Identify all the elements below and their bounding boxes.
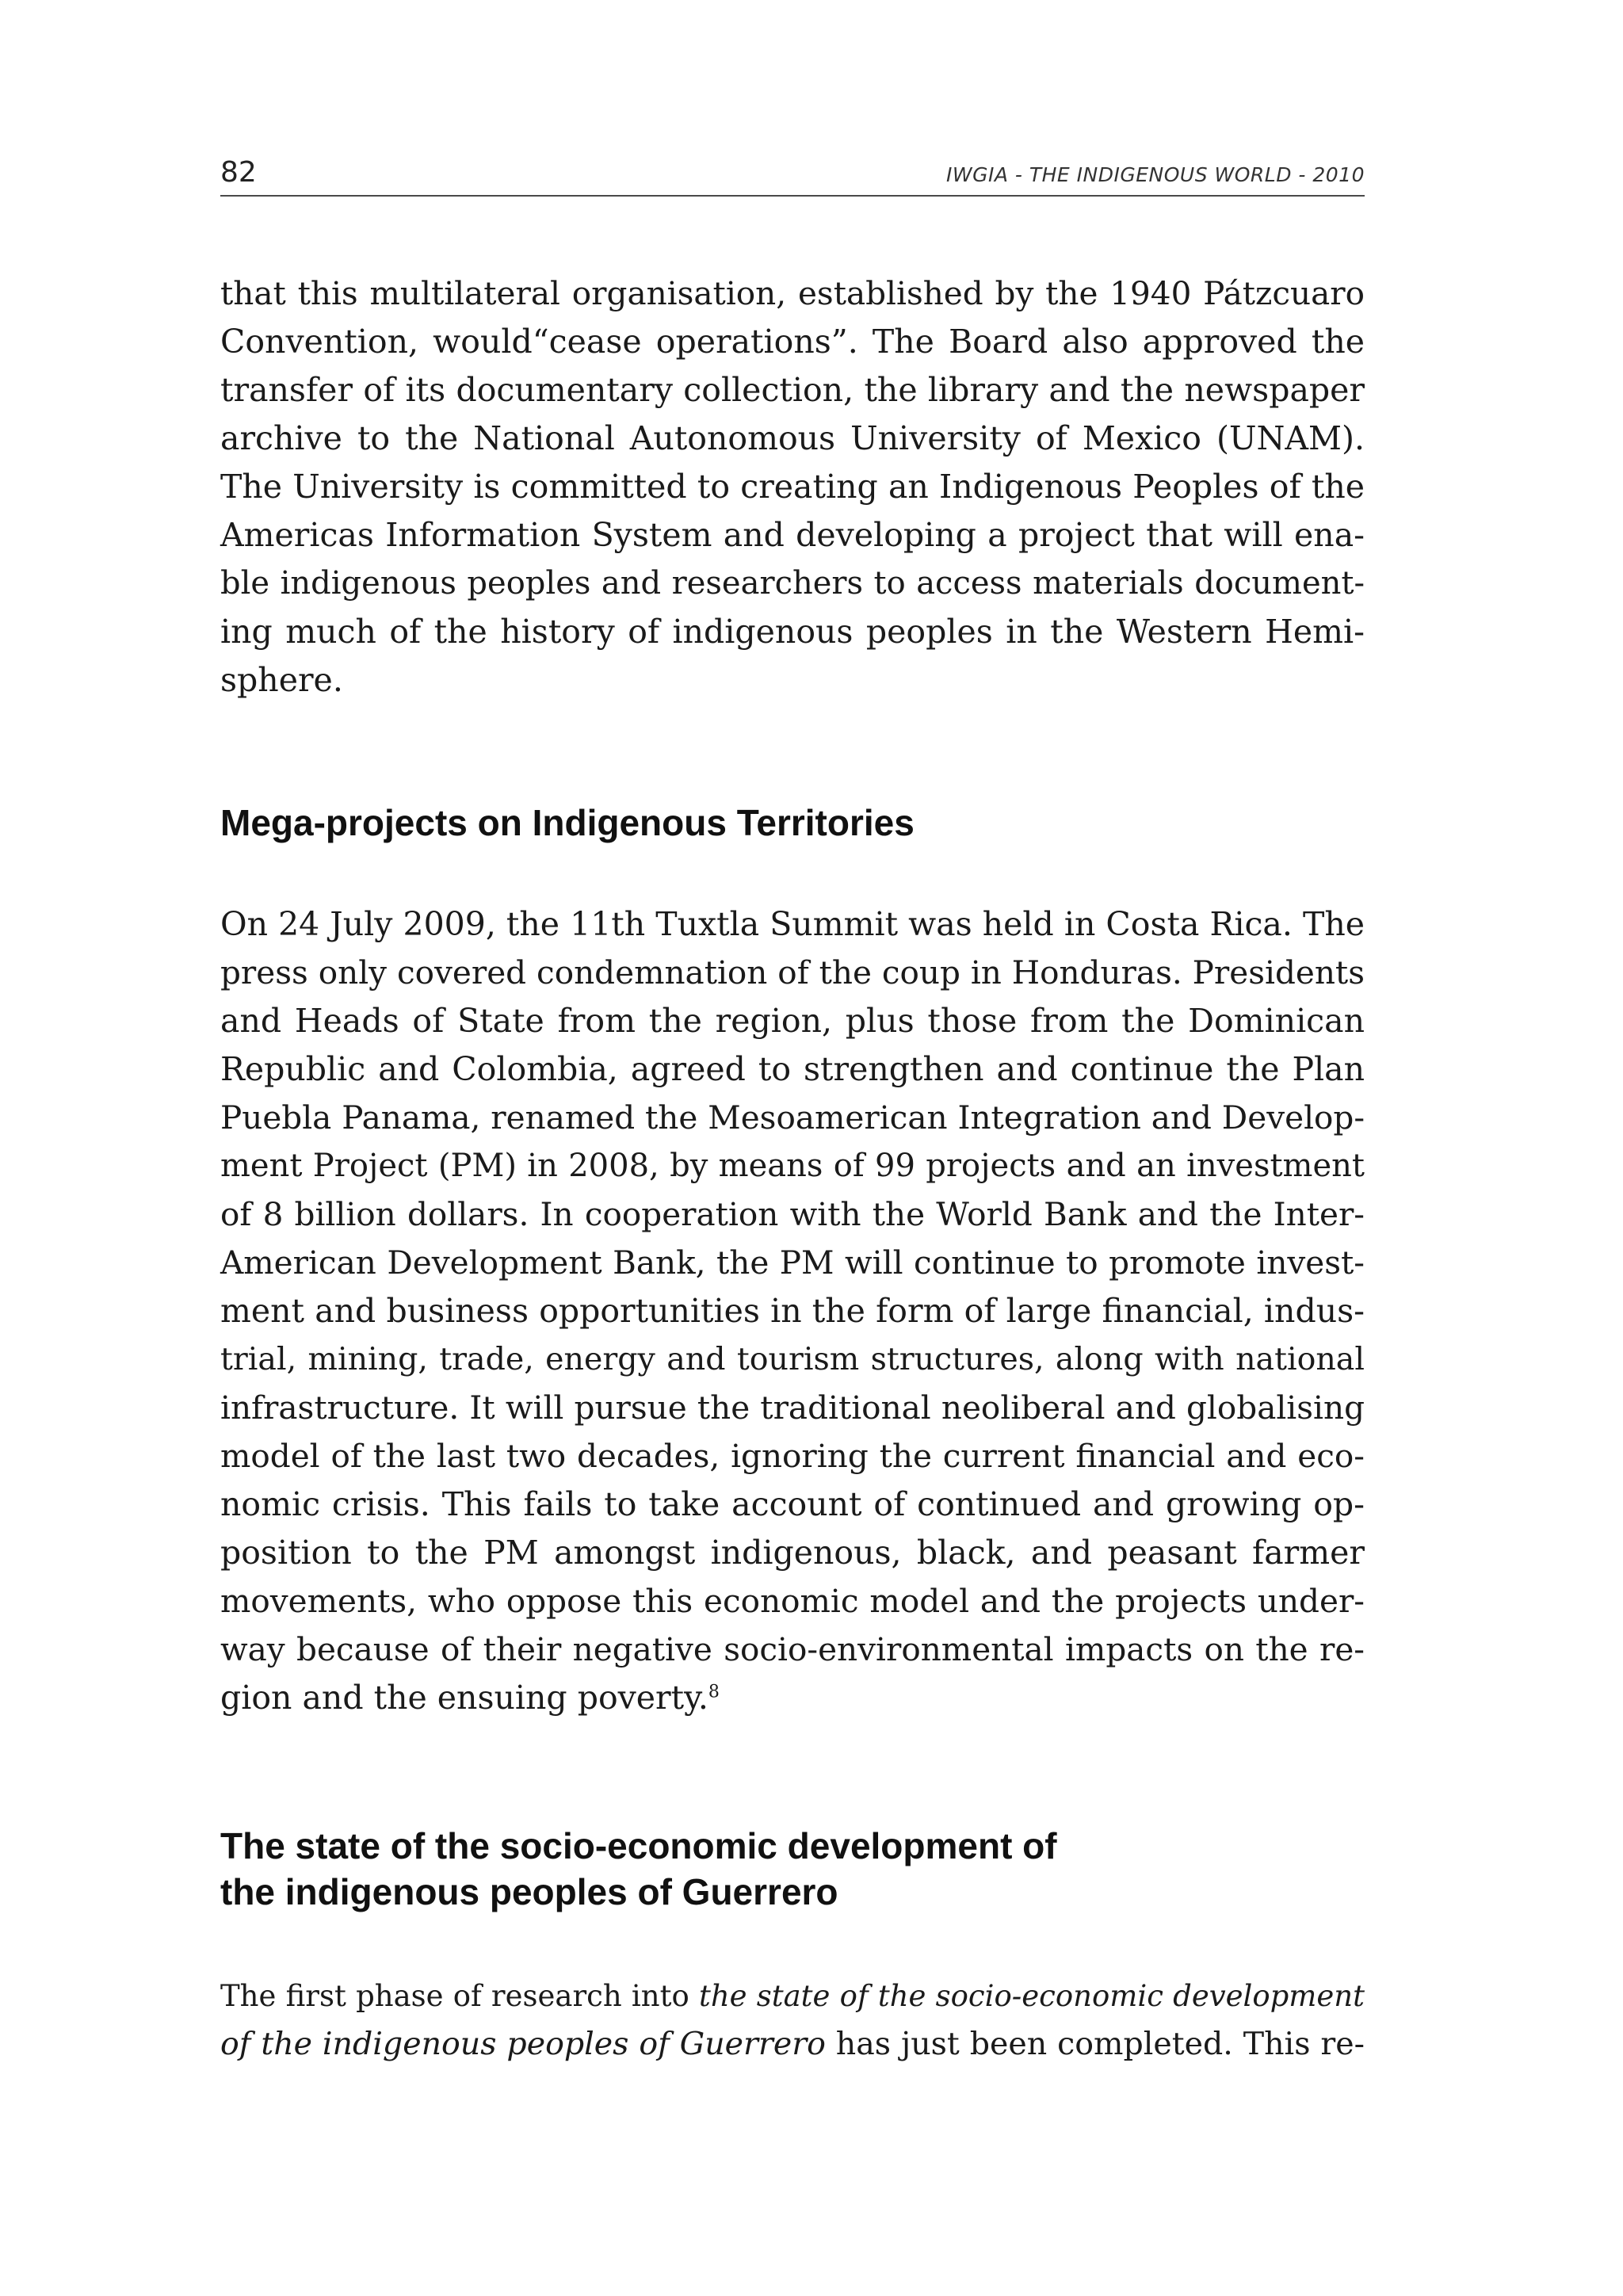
text-line: nomic crisis. This fails to take account of continued and growing op- [220, 1485, 1365, 1523]
text-line: press only covered condemnation of the coup in Honduras. Presidents [220, 953, 1365, 991]
text-segment: The first phase of research into [220, 1979, 699, 2013]
text-line: gion and the ensuing poverty. [220, 1679, 708, 1717]
text-line: Republic and Colombia, agreed to strengthen and continue the Plan [220, 1050, 1365, 1088]
text-line: of 8 billion dollars. In cooperation with the World Bank and the Inter- [220, 1195, 1365, 1233]
text-line: Puebla Panama, renamed the Mesoamerican Integration and Develop- [220, 1098, 1365, 1137]
text-line: way because of their negative socio-environmental impacts on the re- [220, 1630, 1365, 1668]
text-line [220, 1972, 1365, 2020]
text-line: ing much of the history of indigenous peoples in the Western Hemi- [220, 613, 1365, 651]
text-line: Americas Information System and developing a project that will ena- [220, 516, 1365, 554]
text-line: and Heads of State from the region, plus those from the Dominican [220, 1002, 1365, 1040]
text-line [220, 2020, 1365, 2069]
text-line: Convention, would“cease operations”. The Board also approved the [220, 323, 1365, 361]
running-title: IWGIA - THE INDIGENOUS WORLD - 2010 [945, 163, 1365, 186]
text-line: trial, mining, trade, energy and tourism structures, along with national [220, 1341, 1365, 1377]
text-line: ment and business opportunities in the form of large financial, indus- [220, 1292, 1365, 1330]
running-header [220, 155, 1365, 197]
italic-title-segment: the state of the socio-economic development [698, 1979, 1365, 2013]
footnote-reference[interactable]: 8 [708, 1682, 720, 1702]
text-line: The University is committed to creating an Indigenous Peoples of the [220, 468, 1365, 506]
heading-line: the indigenous peoples of Guerrero [220, 1871, 838, 1912]
italic-title-segment: of the indigenous peoples of Guerrero [220, 2026, 826, 2062]
text-line: transfer of its documentary collection, the library and the newspaper [220, 371, 1365, 409]
section-heading-guerrero [220, 1823, 1057, 1915]
heading-line: The state of the socio-economic development of [220, 1825, 1057, 1866]
text-line: movements, who oppose this economic model and the projects under- [220, 1582, 1365, 1620]
text-line: infrastructure. It will pursue the traditional neoliberal and globalising [220, 1389, 1365, 1427]
text-line: ment Project (PM) in 2008, by means of 99 projects and an investment [220, 1148, 1365, 1184]
paragraph-guerrero-research [220, 1972, 1365, 2069]
text-line: that this multilateral organisation, established by the 1940 Pátzcuaro [220, 274, 1365, 312]
paragraph-tuxtla-summit [220, 900, 1365, 1722]
section-heading-mega-projects: Mega-projects on Indigenous Territories [220, 802, 915, 843]
page-number: 82 [220, 156, 257, 189]
text-line: position to the PM amongst indigenous, black, and peasant farmer [220, 1534, 1365, 1572]
text-line: On 24 July 2009, the 11th Tuxtla Summit was held in Costa Rica. The [220, 905, 1365, 943]
text-line: American Development Bank, the PM will continue to promote invest- [220, 1244, 1365, 1282]
text-line: archive to the National Autonomous University of Mexico (UNAM). [220, 419, 1365, 457]
text-line: sphere. [220, 661, 343, 699]
text-line: model of the last two decades, ignoring the current financial and eco- [220, 1437, 1365, 1475]
text-line: ble indigenous peoples and researchers to access materials document- [220, 565, 1365, 602]
paragraph-unam-transfer [220, 269, 1365, 705]
text-segment: has just been completed. This re- [825, 2026, 1365, 2062]
text-line-with-footnote [220, 1674, 1365, 1722]
